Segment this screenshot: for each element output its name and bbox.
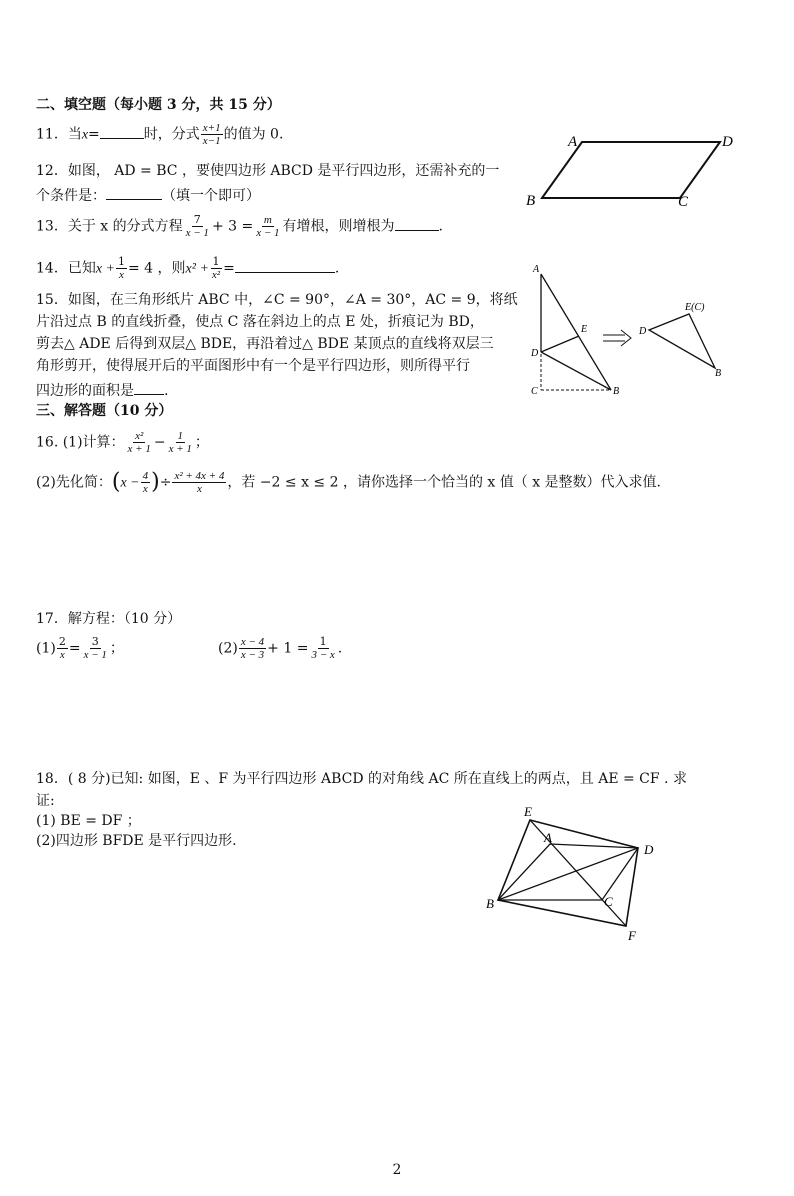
q13-text-a: 13．关于 x 的分式方程: [36, 218, 183, 235]
q17-p1-fraction-1: $\frac{2}{x}$: [58, 635, 66, 661]
quadrilateral-bfde: [498, 820, 638, 926]
fig15-hypotenuse: [541, 274, 611, 390]
q15-text-b: .: [164, 383, 169, 399]
question-18-line3: (1) BE = DF ；: [36, 813, 141, 829]
triangle-fold-figure-15: [525, 262, 740, 402]
q17-p1-eq: =: [68, 640, 81, 657]
q11-fraction: $\frac{x+1}{x-1}$: [202, 122, 221, 147]
q16-p1-text: 16. (1)计算：: [36, 434, 125, 451]
q11-text-a: 11．当: [36, 126, 82, 143]
q14-text-c: = 4 ，则: [128, 260, 186, 277]
fig15-label-a: A: [533, 264, 540, 275]
q15-text-a: 四边形的面积是: [36, 383, 134, 399]
answer-blank-13[interactable]: [395, 216, 439, 231]
fig15-label-b2: B: [715, 368, 722, 379]
question-15-line3: 剪去△ ADE 后得到双层△ BDE，再沿着过△ BDE 某顶点的直线将双层三: [36, 336, 494, 352]
q14-expr-2: x² +: [185, 261, 209, 277]
fig12-label-a: A: [568, 134, 578, 150]
q11-text-d: 的值为 0.: [223, 126, 284, 143]
question-16-part1: [36, 430, 209, 455]
fig15-segment-de: [541, 336, 579, 352]
question-17-part1: [36, 636, 124, 661]
answer-blank-15[interactable]: [134, 380, 164, 395]
q16-p1-fraction-2: $\frac{1}{x + 1}$: [168, 430, 192, 455]
q16-p2-text-b: ，若 −2 ≤ x ≤ 2 ，请你选择一个恰当的 x 值（ x 是整数）代入求值.: [227, 474, 662, 491]
q11-eq: =: [88, 126, 100, 143]
q17-p2-mid: + 1 =: [267, 640, 309, 657]
fig18-label-d: D: [644, 842, 654, 857]
q17-p2-fraction-2: $\frac{1}{3 - x}$: [311, 635, 335, 661]
q17-p1-label: (1): [36, 640, 56, 657]
question-17-title: 17．解方程：（10 分）: [36, 611, 182, 627]
fig12-label-d: D: [722, 134, 733, 150]
q13-text-c: .: [438, 218, 443, 235]
q13-mid: + 3 =: [211, 218, 254, 235]
fig18-label-f: F: [628, 928, 636, 943]
page-number: 2: [392, 1162, 402, 1178]
answer-blank-11[interactable]: [100, 124, 144, 139]
question-15-line4: 角形剪开，使得展开后的平面图形中有一个是平行四边形，则所得平行: [36, 358, 470, 374]
fig15-fold-bd: [541, 352, 611, 390]
q11-var: x: [81, 127, 89, 143]
question-12-line1: 12．如图， AD = BC ，要使四边形 ABCD 是平行四边形，还需补充的一: [36, 163, 500, 179]
question-18-line2: 证:: [36, 793, 55, 809]
question-17-part2: [218, 636, 342, 661]
q13-fraction-2: $\frac{m}{x - 1}$: [256, 214, 280, 239]
fig18-label-c: C: [604, 894, 613, 909]
q16-p2-div: ÷: [159, 474, 172, 491]
parallelogram-figure-18: [482, 800, 672, 950]
q17-p2-end: .: [337, 640, 343, 657]
q14-eq: =: [223, 260, 235, 277]
answer-blank-12[interactable]: [106, 185, 162, 200]
fig15-cut-triangle: [649, 314, 715, 368]
q14-end: .: [334, 260, 340, 277]
q11-text-c: 时，分式: [143, 126, 200, 143]
question-18-line4: (2)四边形 BFDE 是平行四边形.: [36, 833, 237, 849]
question-15-line2: 片沿过点 B 的直线折叠，使点 C 落在斜边上的点 E 处，折痕记为 BD，: [36, 314, 484, 330]
q14-text-a: 14．已知: [36, 260, 96, 277]
q13-fraction-1: $\frac{7}{x - 1}$: [185, 213, 209, 239]
fig18-label-b: B: [486, 896, 494, 911]
q16-p1-fraction-1: $\frac{\text{x²}}{x + 1}$: [127, 430, 151, 455]
q14-fraction-2: $\frac{1}{\text{x²}}$: [211, 255, 221, 281]
question-12-line2: [36, 185, 260, 205]
section-2-title: 二、填空题（每小题 3 分，共 15 分）: [36, 97, 281, 113]
fig12-label-c: C: [678, 194, 689, 210]
question-16-part2: (2)先化简：(x − $\frac{4}{x}$ )÷ $\frac{\text{x² + 4x + 4}}{x}$ ，若 −2 ≤ x ≤ 2 ，请你选择一个恰当的 x 值（ x 是整数）代入求值.: [36, 469, 662, 495]
q17-p1-end: ；: [109, 640, 124, 657]
answer-blank-14[interactable]: [235, 258, 335, 273]
q17-p1-fraction-2: $\frac{3}{x - 1}$: [83, 635, 107, 661]
parallelogram-abcd: [542, 142, 720, 198]
q16-p2-x: x −: [120, 475, 140, 491]
fig15-label-ec: E(C): [685, 302, 705, 313]
q12-text-a: 个条件是：: [36, 188, 106, 204]
fig15-label-b: B: [613, 386, 620, 397]
q16-p2-text: (2)先化简：: [36, 474, 112, 491]
question-15-line5: [36, 380, 168, 400]
fig15-label-d: D: [531, 348, 539, 359]
q16-p1-end: ；: [194, 434, 209, 451]
section-3-title: 三、解答题（10 分）: [36, 403, 173, 419]
q17-p2-fraction-1: $\frac{x - 4}{x - 3}$: [240, 636, 265, 661]
q16-p2-fraction-2: $\frac{\text{x² + 4x + 4}}{x}$: [174, 470, 225, 495]
q16-p2-fraction-1: $\frac{4}{x}$: [142, 470, 149, 495]
fig15-label-c: C: [531, 386, 538, 397]
q14-fraction-1: $\frac{1}{x}$: [118, 255, 125, 281]
question-15-line1: 15．如图，在三角形纸片 ABC 中，∠C = 90°，∠A = 30°，AC = 9，将纸: [36, 292, 518, 308]
fig15-label-e: E: [581, 324, 588, 335]
q12-text-b: （填一个即可）: [162, 188, 260, 204]
question-11: [36, 122, 283, 147]
fig18-label-a: A: [544, 830, 552, 845]
double-arrow-icon: [603, 330, 631, 346]
fig15-label-d2: D: [639, 326, 647, 337]
q13-text-b: 有增根，则增根为: [282, 218, 395, 235]
question-18-line1: 18．( 8 分)已知: 如图，E 、F 为平行四边形 ABCD 的对角线 AC 所在直线上的两点，且 AE = CF . 求: [36, 771, 687, 787]
question-13: [36, 214, 443, 239]
diagonal-bd: [498, 848, 638, 900]
q17-p2-label: (2): [218, 640, 238, 657]
fig18-label-e: E: [524, 804, 532, 819]
fig12-label-b: B: [526, 193, 536, 209]
q16-p1-op: −: [153, 434, 166, 451]
question-14: [36, 256, 339, 281]
parallelogram-figure-12: [520, 130, 740, 210]
q14-expr-1: x +: [95, 261, 115, 277]
